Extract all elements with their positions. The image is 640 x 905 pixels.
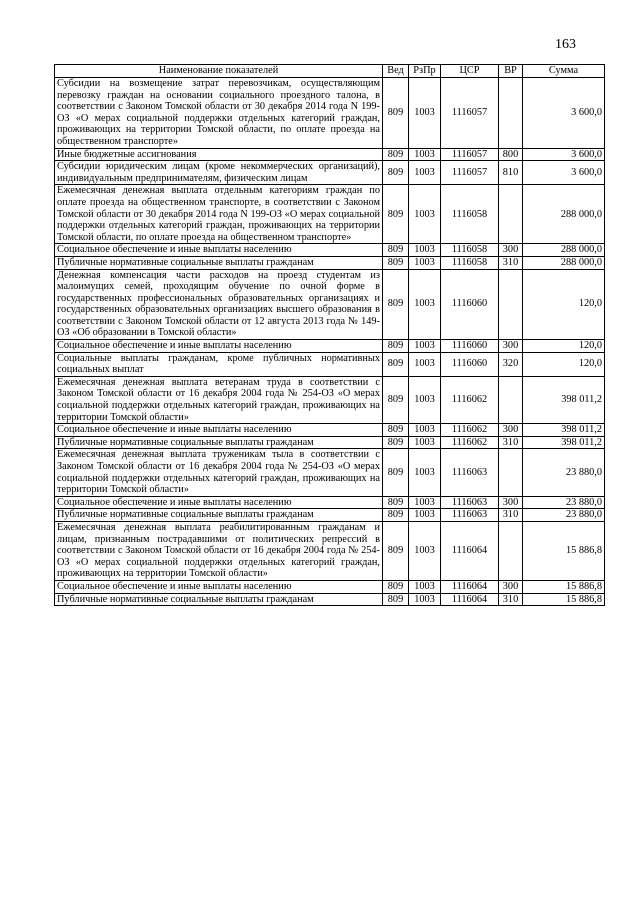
cell-rzpr: 1003 [409, 256, 441, 269]
cell-csr: 1116057 [441, 161, 499, 185]
cell-rzpr: 1003 [409, 376, 441, 423]
cell-csr: 1116062 [441, 376, 499, 423]
cell-vr [499, 78, 523, 149]
cell-rzpr: 1003 [409, 521, 441, 580]
cell-ved: 809 [383, 340, 409, 353]
cell-sum: 288 000,0 [523, 185, 605, 244]
cell-ved: 809 [383, 352, 409, 376]
cell-rzpr: 1003 [409, 340, 441, 353]
cell-ved: 809 [383, 436, 409, 449]
cell-sum: 288 000,0 [523, 244, 605, 257]
cell-name: Публичные нормативные социальные выплаты гражданам [55, 509, 383, 522]
cell-name: Социальное обеспечение и иные выплаты населению [55, 580, 383, 593]
budget-table [54, 64, 605, 606]
cell-ved: 809 [383, 376, 409, 423]
cell-vr: 810 [499, 161, 523, 185]
cell-sum: 120,0 [523, 269, 605, 340]
table-row [55, 424, 605, 437]
cell-rzpr: 1003 [409, 424, 441, 437]
cell-sum: 398 011,2 [523, 376, 605, 423]
cell-sum: 120,0 [523, 352, 605, 376]
cell-rzpr: 1003 [409, 244, 441, 257]
column-header-sum: Сумма [523, 65, 605, 78]
table-row [55, 269, 605, 340]
cell-rzpr: 1003 [409, 269, 441, 340]
cell-sum: 398 011,2 [523, 436, 605, 449]
cell-csr: 1116063 [441, 509, 499, 522]
table-row [55, 449, 605, 496]
cell-sum: 3 600,0 [523, 161, 605, 185]
cell-vr: 800 [499, 148, 523, 161]
cell-vr: 300 [499, 496, 523, 509]
cell-csr: 1116060 [441, 352, 499, 376]
cell-rzpr: 1003 [409, 496, 441, 509]
table-row [55, 509, 605, 522]
cell-name: Социальное обеспечение и иные выплаты населению [55, 244, 383, 257]
table-row [55, 161, 605, 185]
cell-csr: 1116064 [441, 580, 499, 593]
cell-rzpr: 1003 [409, 449, 441, 496]
table-row [55, 244, 605, 257]
cell-ved: 809 [383, 496, 409, 509]
cell-sum: 15 886,8 [523, 521, 605, 580]
cell-name: Ежемесячная денежная выплата реабилитированным гражданам и лицам, признанным пострадавшими от политических репрессий в соответствии с Законом Томской области от 16 декабря 2004 года № 254-ОЗ «О мерах социальной поддержки отдельных категорий граждан, проживающих на территории Томской области» [55, 521, 383, 580]
cell-name: Денежная компенсация части расходов на проезд студентам из малоимущих семей, проходящим обучение по очной форме в государственных профессиональных образовательных организациях и государственных образовательных организациях высшего образования в соответствии с Законом Томской области от 12 августа 2013 года № 149-ОЗ «Об образовании в Томской области» [55, 269, 383, 340]
cell-name: Публичные нормативные социальные выплаты гражданам [55, 256, 383, 269]
table-row [55, 593, 605, 606]
cell-ved: 809 [383, 509, 409, 522]
table-row [55, 185, 605, 244]
cell-vr: 310 [499, 593, 523, 606]
cell-csr: 1116060 [441, 340, 499, 353]
cell-ved: 809 [383, 244, 409, 257]
cell-name: Социальное обеспечение и иные выплаты населению [55, 424, 383, 437]
cell-sum: 23 880,0 [523, 509, 605, 522]
cell-ved: 809 [383, 161, 409, 185]
table-row [55, 580, 605, 593]
cell-csr: 1116057 [441, 78, 499, 149]
cell-csr: 1116063 [441, 449, 499, 496]
cell-name: Ежемесячная денежная выплата отдельным категориям граждан по оплате проезда на общественном транспорте, в соответствии с Законом Томской области от 30 декабря 2014 года N 199-ОЗ «О мерах социальной поддержки отдельных категорий граждан, проживающих на территории Томской области, по оплате проезда на общественном транспорте» [55, 185, 383, 244]
column-header-ved: Вед [383, 65, 409, 78]
table-row [55, 376, 605, 423]
cell-vr [499, 521, 523, 580]
cell-csr: 1116058 [441, 244, 499, 257]
table-header-row [55, 65, 605, 78]
cell-ved: 809 [383, 593, 409, 606]
cell-csr: 1116060 [441, 269, 499, 340]
cell-sum: 15 886,8 [523, 593, 605, 606]
cell-csr: 1116064 [441, 521, 499, 580]
cell-ved: 809 [383, 256, 409, 269]
table-body [55, 78, 605, 606]
cell-vr: 300 [499, 580, 523, 593]
cell-ved: 809 [383, 424, 409, 437]
table-row [55, 352, 605, 376]
cell-vr [499, 449, 523, 496]
cell-rzpr: 1003 [409, 580, 441, 593]
page-number: 163 [555, 37, 576, 52]
cell-rzpr: 1003 [409, 161, 441, 185]
cell-vr [499, 185, 523, 244]
cell-rzpr: 1003 [409, 436, 441, 449]
cell-sum: 15 886,8 [523, 580, 605, 593]
cell-ved: 809 [383, 449, 409, 496]
cell-vr [499, 376, 523, 423]
cell-sum: 3 600,0 [523, 78, 605, 149]
cell-vr [499, 269, 523, 340]
cell-rzpr: 1003 [409, 352, 441, 376]
cell-sum: 3 600,0 [523, 148, 605, 161]
cell-name: Ежемесячная денежная выплата ветеранам труда в соответствии с Законом Томской области от 16 декабря 2004 года № 254-ОЗ «О мерах социальной поддержки отдельных категорий граждан, проживающих на территории Томской области» [55, 376, 383, 423]
cell-rzpr: 1003 [409, 148, 441, 161]
cell-csr: 1116064 [441, 593, 499, 606]
cell-csr: 1116058 [441, 256, 499, 269]
cell-csr: 1116058 [441, 185, 499, 244]
column-header-name: Наименование показателей [55, 65, 383, 78]
cell-ved: 809 [383, 269, 409, 340]
cell-name: Социальное обеспечение и иные выплаты населению [55, 496, 383, 509]
cell-vr: 310 [499, 256, 523, 269]
cell-sum: 23 880,0 [523, 496, 605, 509]
column-header-rzpr: РзПр [409, 65, 441, 78]
cell-csr: 1116062 [441, 424, 499, 437]
table-row [55, 436, 605, 449]
cell-rzpr: 1003 [409, 593, 441, 606]
table-row [55, 256, 605, 269]
cell-csr: 1116057 [441, 148, 499, 161]
cell-ved: 809 [383, 521, 409, 580]
cell-name: Иные бюджетные ассигнования [55, 148, 383, 161]
table-row [55, 340, 605, 353]
cell-name: Субсидии юридическим лицам (кроме некоммерческих организаций), индивидуальным предпринимателям, физическим лицам [55, 161, 383, 185]
column-header-vr: ВР [499, 65, 523, 78]
cell-vr: 310 [499, 436, 523, 449]
cell-sum: 288 000,0 [523, 256, 605, 269]
cell-vr: 300 [499, 244, 523, 257]
cell-rzpr: 1003 [409, 78, 441, 149]
cell-sum: 23 880,0 [523, 449, 605, 496]
cell-csr: 1116062 [441, 436, 499, 449]
cell-vr: 320 [499, 352, 523, 376]
cell-rzpr: 1003 [409, 509, 441, 522]
cell-sum: 398 011,2 [523, 424, 605, 437]
cell-rzpr: 1003 [409, 185, 441, 244]
table-row [55, 148, 605, 161]
cell-name: Публичные нормативные социальные выплаты гражданам [55, 436, 383, 449]
cell-name: Ежемесячная денежная выплата труженикам тыла в соответствии с Законом Томской области от 16 декабря 2004 года № 254-ОЗ «О мерах социальной поддержки отдельных категорий граждан, проживающих на территории Томской области» [55, 449, 383, 496]
cell-ved: 809 [383, 185, 409, 244]
cell-vr: 300 [499, 340, 523, 353]
cell-vr: 310 [499, 509, 523, 522]
table-row [55, 78, 605, 149]
cell-vr: 300 [499, 424, 523, 437]
cell-ved: 809 [383, 78, 409, 149]
cell-csr: 1116063 [441, 496, 499, 509]
cell-name: Социальные выплаты гражданам, кроме публичных нормативных социальных выплат [55, 352, 383, 376]
table-row [55, 521, 605, 580]
cell-name: Публичные нормативные социальные выплаты гражданам [55, 593, 383, 606]
cell-name: Социальное обеспечение и иные выплаты населению [55, 340, 383, 353]
cell-name: Субсидии на возмещение затрат перевозчикам, осуществляющим перевозку граждан на основании социального проездного талона, в соответствии с Законом Томской области от 30 декабря 2014 года N 199-ОЗ «О мерах социальной поддержки отдельных категорий граждан, проживающих на территории Томской области, по оплате проезда на общественном транспорте» [55, 78, 383, 149]
table-row [55, 496, 605, 509]
column-header-csr: ЦСР [441, 65, 499, 78]
cell-sum: 120,0 [523, 340, 605, 353]
cell-ved: 809 [383, 148, 409, 161]
cell-ved: 809 [383, 580, 409, 593]
